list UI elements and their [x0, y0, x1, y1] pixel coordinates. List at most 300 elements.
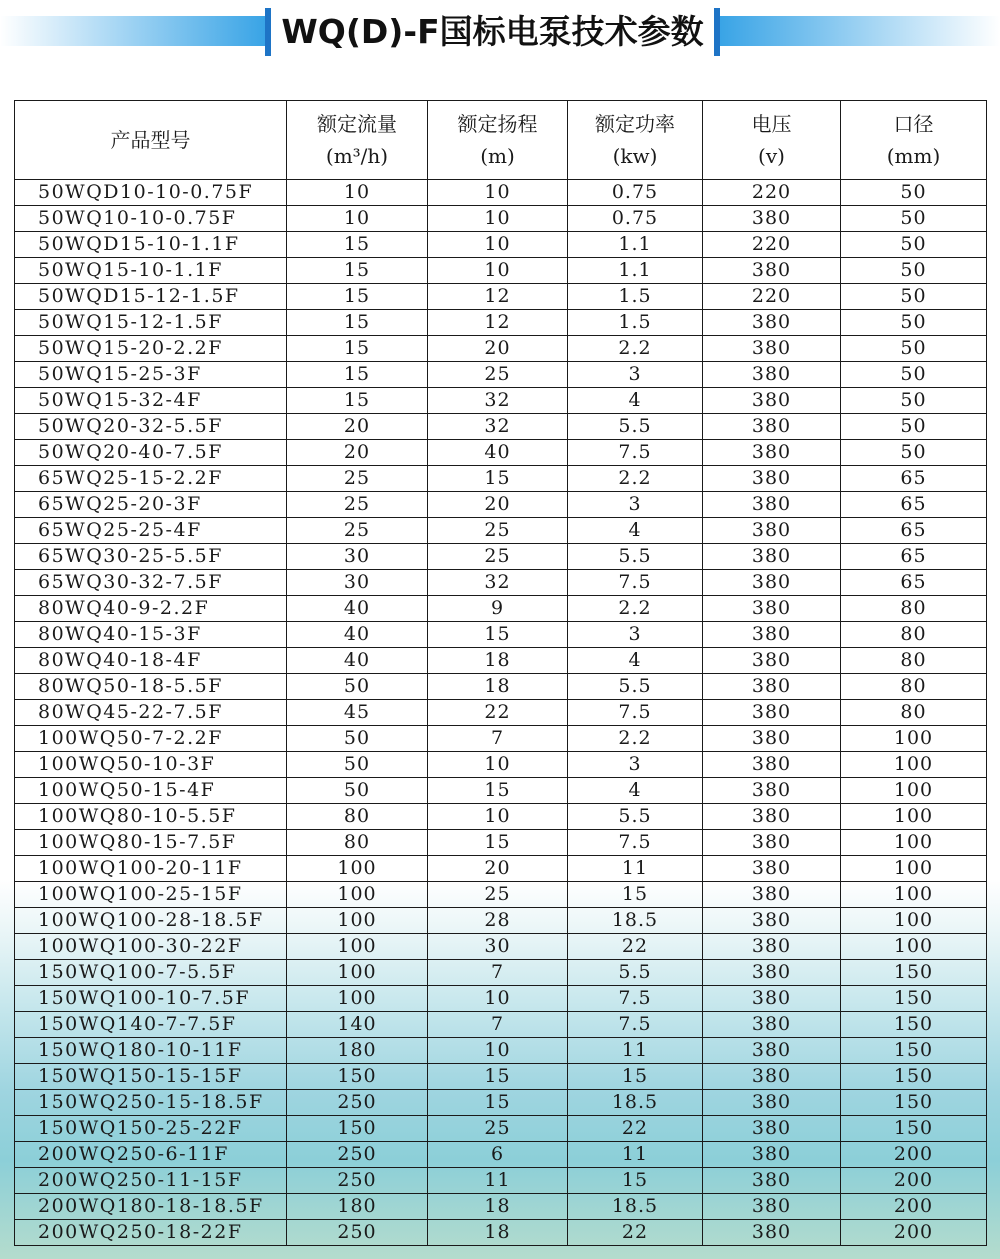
- cell-voltage: 380: [703, 648, 841, 674]
- cell-diameter: 200: [841, 1220, 987, 1246]
- cell-voltage: 380: [703, 1168, 841, 1194]
- cell-diameter: 80: [841, 674, 987, 700]
- cell-diameter: 150: [841, 1090, 987, 1116]
- cell-flow: 100: [287, 856, 428, 882]
- header-unit: (v): [758, 144, 785, 168]
- cell-voltage: 380: [703, 1116, 841, 1142]
- cell-diameter: 50: [841, 414, 987, 440]
- table-row: [15, 1038, 987, 1064]
- cell-head: 40: [428, 440, 568, 466]
- cell-voltage: 380: [703, 492, 841, 518]
- cell-model: 50WQ10-10-0.75F: [15, 206, 287, 232]
- cell-power: 3: [568, 362, 703, 388]
- cell-power: 2.2: [568, 726, 703, 752]
- cell-power: 4: [568, 778, 703, 804]
- table-row: [15, 1168, 987, 1194]
- cell-power: 5.5: [568, 674, 703, 700]
- cell-power: 2.2: [568, 336, 703, 362]
- cell-power: 5.5: [568, 414, 703, 440]
- cell-voltage: 380: [703, 1194, 841, 1220]
- cell-diameter: 100: [841, 882, 987, 908]
- cell-flow: 20: [287, 414, 428, 440]
- cell-model: 100WQ80-10-5.5F: [15, 804, 287, 830]
- cell-model: 200WQ250-6-11F: [15, 1142, 287, 1168]
- cell-power: 4: [568, 648, 703, 674]
- cell-power: 7.5: [568, 700, 703, 726]
- cell-diameter: 150: [841, 1116, 987, 1142]
- cell-flow: 10: [287, 206, 428, 232]
- cell-diameter: 150: [841, 1012, 987, 1038]
- cell-flow: 140: [287, 1012, 428, 1038]
- cell-power: 5.5: [568, 960, 703, 986]
- cell-head: 15: [428, 1090, 568, 1116]
- cell-flow: 25: [287, 492, 428, 518]
- cell-flow: 180: [287, 1194, 428, 1220]
- cell-power: 2.2: [568, 466, 703, 492]
- cell-power: 7.5: [568, 1012, 703, 1038]
- table-header-row: [15, 101, 987, 180]
- cell-diameter: 65: [841, 466, 987, 492]
- cell-diameter: 50: [841, 232, 987, 258]
- table-row: [15, 310, 987, 336]
- cell-power: 22: [568, 1116, 703, 1142]
- cell-model: 150WQ180-10-11F: [15, 1038, 287, 1064]
- cell-voltage: 380: [703, 934, 841, 960]
- cell-voltage: 380: [703, 778, 841, 804]
- table-row: [15, 1012, 987, 1038]
- cell-model: 50WQ15-32-4F: [15, 388, 287, 414]
- table-row: [15, 440, 987, 466]
- cell-flow: 30: [287, 544, 428, 570]
- table-body: [15, 180, 987, 1246]
- cell-flow: 100: [287, 882, 428, 908]
- cell-diameter: 65: [841, 570, 987, 596]
- header-unit: (m³/h): [325, 144, 389, 168]
- cell-diameter: 50: [841, 440, 987, 466]
- table-row: [15, 544, 987, 570]
- cell-model: 150WQ250-15-18.5F: [15, 1090, 287, 1116]
- cell-diameter: 50: [841, 336, 987, 362]
- cell-voltage: 380: [703, 310, 841, 336]
- cell-model: 100WQ100-28-18.5F: [15, 908, 287, 934]
- cell-diameter: 100: [841, 726, 987, 752]
- table-row: [15, 960, 987, 986]
- cell-head: 10: [428, 1038, 568, 1064]
- cell-power: 2.2: [568, 596, 703, 622]
- cell-power: 22: [568, 934, 703, 960]
- header-label: 额定功率: [595, 112, 675, 136]
- cell-flow: 20: [287, 440, 428, 466]
- cell-model: 80WQ40-15-3F: [15, 622, 287, 648]
- cell-model: 150WQ150-25-22F: [15, 1116, 287, 1142]
- cell-diameter: 80: [841, 700, 987, 726]
- cell-head: 25: [428, 362, 568, 388]
- cell-model: 65WQ30-32-7.5F: [15, 570, 287, 596]
- cell-flow: 250: [287, 1090, 428, 1116]
- cell-power: 11: [568, 1142, 703, 1168]
- cell-model: 150WQ100-10-7.5F: [15, 986, 287, 1012]
- cell-head: 30: [428, 934, 568, 960]
- table-row: [15, 1090, 987, 1116]
- cell-head: 15: [428, 622, 568, 648]
- cell-voltage: 220: [703, 284, 841, 310]
- cell-model: 50WQ20-40-7.5F: [15, 440, 287, 466]
- cell-voltage: 380: [703, 544, 841, 570]
- cell-diameter: 150: [841, 986, 987, 1012]
- cell-voltage: 380: [703, 1064, 841, 1090]
- cell-flow: 250: [287, 1142, 428, 1168]
- cell-model: 100WQ50-10-3F: [15, 752, 287, 778]
- table-row: [15, 466, 987, 492]
- cell-flow: 50: [287, 778, 428, 804]
- cell-power: 1.5: [568, 284, 703, 310]
- cell-flow: 150: [287, 1116, 428, 1142]
- cell-voltage: 380: [703, 1142, 841, 1168]
- cell-head: 10: [428, 986, 568, 1012]
- cell-flow: 15: [287, 336, 428, 362]
- header-label: 电压: [751, 112, 792, 136]
- cell-voltage: 380: [703, 882, 841, 908]
- cell-voltage: 380: [703, 804, 841, 830]
- cell-head: 15: [428, 466, 568, 492]
- cell-flow: 25: [287, 518, 428, 544]
- cell-model: 80WQ40-9-2.2F: [15, 596, 287, 622]
- cell-model: 50WQD15-10-1.1F: [15, 232, 287, 258]
- cell-model: 200WQ250-11-15F: [15, 1168, 287, 1194]
- cell-voltage: 380: [703, 726, 841, 752]
- cell-flow: 250: [287, 1168, 428, 1194]
- table-row: [15, 414, 987, 440]
- cell-diameter: 80: [841, 596, 987, 622]
- cell-flow: 40: [287, 622, 428, 648]
- cell-diameter: 100: [841, 856, 987, 882]
- title-stripe-right: [720, 16, 1000, 46]
- cell-head: 20: [428, 856, 568, 882]
- cell-flow: 50: [287, 726, 428, 752]
- cell-head: 9: [428, 596, 568, 622]
- cell-voltage: 380: [703, 986, 841, 1012]
- cell-power: 7.5: [568, 570, 703, 596]
- cell-head: 11: [428, 1168, 568, 1194]
- cell-power: 3: [568, 622, 703, 648]
- cell-head: 12: [428, 284, 568, 310]
- cell-diameter: 50: [841, 258, 987, 284]
- table-row: [15, 908, 987, 934]
- table-row: [15, 492, 987, 518]
- cell-diameter: 65: [841, 544, 987, 570]
- cell-flow: 100: [287, 934, 428, 960]
- cell-diameter: 100: [841, 778, 987, 804]
- cell-head: 25: [428, 518, 568, 544]
- table-row: [15, 622, 987, 648]
- cell-model: 100WQ100-25-15F: [15, 882, 287, 908]
- cell-power: 18.5: [568, 908, 703, 934]
- cell-voltage: 380: [703, 1012, 841, 1038]
- cell-power: 11: [568, 856, 703, 882]
- cell-diameter: 65: [841, 518, 987, 544]
- cell-head: 25: [428, 544, 568, 570]
- cell-flow: 150: [287, 1064, 428, 1090]
- cell-head: 15: [428, 830, 568, 856]
- cell-voltage: 380: [703, 206, 841, 232]
- header-head: [428, 101, 568, 180]
- cell-flow: 15: [287, 388, 428, 414]
- cell-power: 7.5: [568, 830, 703, 856]
- cell-flow: 15: [287, 284, 428, 310]
- cell-flow: 10: [287, 180, 428, 206]
- cell-voltage: 380: [703, 1220, 841, 1246]
- cell-head: 18: [428, 674, 568, 700]
- cell-head: 7: [428, 1012, 568, 1038]
- cell-head: 32: [428, 388, 568, 414]
- table-row: [15, 518, 987, 544]
- table-row: [15, 570, 987, 596]
- header-label: 产品型号: [110, 128, 191, 152]
- cell-flow: 15: [287, 232, 428, 258]
- cell-diameter: 65: [841, 492, 987, 518]
- cell-head: 10: [428, 206, 568, 232]
- cell-head: 12: [428, 310, 568, 336]
- cell-power: 15: [568, 882, 703, 908]
- cell-model: 50WQ20-32-5.5F: [15, 414, 287, 440]
- cell-model: 100WQ50-15-4F: [15, 778, 287, 804]
- cell-model: 50WQ15-10-1.1F: [15, 258, 287, 284]
- cell-power: 18.5: [568, 1194, 703, 1220]
- cell-voltage: 380: [703, 440, 841, 466]
- cell-flow: 45: [287, 700, 428, 726]
- cell-voltage: 380: [703, 570, 841, 596]
- cell-diameter: 50: [841, 284, 987, 310]
- cell-diameter: 200: [841, 1194, 987, 1220]
- cell-head: 20: [428, 492, 568, 518]
- cell-flow: 30: [287, 570, 428, 596]
- cell-model: 50WQD10-10-0.75F: [15, 180, 287, 206]
- cell-voltage: 380: [703, 830, 841, 856]
- cell-voltage: 380: [703, 622, 841, 648]
- cell-model: 50WQ15-20-2.2F: [15, 336, 287, 362]
- header-unit: (mm): [886, 144, 941, 168]
- cell-diameter: 200: [841, 1142, 987, 1168]
- cell-model: 80WQ45-22-7.5F: [15, 700, 287, 726]
- cell-diameter: 200: [841, 1168, 987, 1194]
- cell-voltage: 220: [703, 180, 841, 206]
- cell-head: 10: [428, 232, 568, 258]
- table-row: [15, 856, 987, 882]
- cell-voltage: 380: [703, 466, 841, 492]
- cell-voltage: 380: [703, 518, 841, 544]
- table-row: [15, 830, 987, 856]
- cell-model: 80WQ50-18-5.5F: [15, 674, 287, 700]
- cell-head: 32: [428, 570, 568, 596]
- cell-diameter: 150: [841, 1064, 987, 1090]
- table-row: [15, 648, 987, 674]
- cell-voltage: 380: [703, 1038, 841, 1064]
- cell-flow: 100: [287, 986, 428, 1012]
- cell-voltage: 380: [703, 414, 841, 440]
- cell-diameter: 80: [841, 648, 987, 674]
- cell-head: 6: [428, 1142, 568, 1168]
- table-row: [15, 778, 987, 804]
- cell-model: 65WQ30-25-5.5F: [15, 544, 287, 570]
- cell-voltage: 380: [703, 700, 841, 726]
- cell-power: 7.5: [568, 986, 703, 1012]
- cell-power: 1.1: [568, 232, 703, 258]
- cell-power: 5.5: [568, 544, 703, 570]
- cell-power: 11: [568, 1038, 703, 1064]
- header-label: 额定流量: [317, 112, 397, 136]
- cell-voltage: 380: [703, 752, 841, 778]
- page-title: WQ(D)-F国标电泵技术参数: [281, 12, 704, 51]
- cell-head: 15: [428, 778, 568, 804]
- header-unit: (kw): [612, 144, 658, 168]
- cell-flow: 25: [287, 466, 428, 492]
- cell-model: 100WQ80-15-7.5F: [15, 830, 287, 856]
- cell-flow: 15: [287, 362, 428, 388]
- cell-diameter: 150: [841, 1038, 987, 1064]
- cell-head: 15: [428, 1064, 568, 1090]
- cell-diameter: 50: [841, 206, 987, 232]
- cell-diameter: 50: [841, 388, 987, 414]
- table-row: [15, 206, 987, 232]
- cell-voltage: 380: [703, 908, 841, 934]
- cell-power: 15: [568, 1064, 703, 1090]
- cell-head: 10: [428, 180, 568, 206]
- title-box: [265, 8, 720, 56]
- header-power: [568, 101, 703, 180]
- table-row: [15, 258, 987, 284]
- cell-model: 65WQ25-20-3F: [15, 492, 287, 518]
- cell-head: 28: [428, 908, 568, 934]
- cell-power: 0.75: [568, 180, 703, 206]
- header-label: 口径: [893, 112, 934, 136]
- cell-model: 200WQ250-18-22F: [15, 1220, 287, 1246]
- cell-voltage: 380: [703, 388, 841, 414]
- table-row: [15, 934, 987, 960]
- cell-flow: 80: [287, 804, 428, 830]
- cell-flow: 50: [287, 752, 428, 778]
- header-unit: (m): [480, 144, 515, 168]
- cell-model: 65WQ25-25-4F: [15, 518, 287, 544]
- cell-voltage: 380: [703, 1090, 841, 1116]
- header-diameter: [841, 101, 987, 180]
- cell-flow: 100: [287, 960, 428, 986]
- cell-model: 100WQ100-30-22F: [15, 934, 287, 960]
- cell-head: 7: [428, 960, 568, 986]
- cell-power: 4: [568, 518, 703, 544]
- table-row: [15, 362, 987, 388]
- cell-voltage: 380: [703, 258, 841, 284]
- table-row: [15, 882, 987, 908]
- cell-model: 200WQ180-18-18.5F: [15, 1194, 287, 1220]
- cell-head: 18: [428, 1194, 568, 1220]
- cell-head: 20: [428, 336, 568, 362]
- cell-head: 25: [428, 882, 568, 908]
- cell-flow: 100: [287, 908, 428, 934]
- cell-head: 22: [428, 700, 568, 726]
- cell-flow: 250: [287, 1220, 428, 1246]
- cell-diameter: 100: [841, 804, 987, 830]
- title-banner: [0, 8, 1000, 56]
- header-label: 额定扬程: [457, 112, 538, 136]
- cell-diameter: 100: [841, 830, 987, 856]
- cell-power: 1.5: [568, 310, 703, 336]
- cell-flow: 40: [287, 648, 428, 674]
- table-row: [15, 180, 987, 206]
- table-row: [15, 1064, 987, 1090]
- cell-diameter: 100: [841, 752, 987, 778]
- cell-model: 100WQ50-7-2.2F: [15, 726, 287, 752]
- table-row: [15, 804, 987, 830]
- cell-voltage: 220: [703, 232, 841, 258]
- cell-diameter: 150: [841, 960, 987, 986]
- cell-diameter: 100: [841, 934, 987, 960]
- cell-power: 1.1: [568, 258, 703, 284]
- cell-flow: 80: [287, 830, 428, 856]
- table-row: [15, 674, 987, 700]
- cell-head: 7: [428, 726, 568, 752]
- cell-power: 3: [568, 492, 703, 518]
- header-flow: [287, 101, 428, 180]
- table-row: [15, 1142, 987, 1168]
- cell-power: 15: [568, 1168, 703, 1194]
- table-row: [15, 1194, 987, 1220]
- table-row: [15, 388, 987, 414]
- table-row: [15, 986, 987, 1012]
- cell-flow: 180: [287, 1038, 428, 1064]
- cell-model: 50WQ15-12-1.5F: [15, 310, 287, 336]
- cell-head: 18: [428, 648, 568, 674]
- cell-model: 50WQD15-12-1.5F: [15, 284, 287, 310]
- cell-voltage: 380: [703, 674, 841, 700]
- table-row: [15, 336, 987, 362]
- cell-head: 18: [428, 1220, 568, 1246]
- cell-flow: 50: [287, 674, 428, 700]
- cell-model: 150WQ140-7-7.5F: [15, 1012, 287, 1038]
- cell-power: 3: [568, 752, 703, 778]
- cell-power: 0.75: [568, 206, 703, 232]
- cell-head: 32: [428, 414, 568, 440]
- cell-diameter: 80: [841, 622, 987, 648]
- cell-voltage: 380: [703, 856, 841, 882]
- cell-voltage: 380: [703, 336, 841, 362]
- cell-head: 10: [428, 752, 568, 778]
- cell-power: 7.5: [568, 440, 703, 466]
- header-model: [15, 101, 287, 180]
- table-row: [15, 726, 987, 752]
- table-row: [15, 596, 987, 622]
- cell-diameter: 100: [841, 908, 987, 934]
- cell-head: 10: [428, 804, 568, 830]
- cell-model: 150WQ100-7-5.5F: [15, 960, 287, 986]
- cell-power: 4: [568, 388, 703, 414]
- table-row: [15, 284, 987, 310]
- cell-model: 80WQ40-18-4F: [15, 648, 287, 674]
- cell-head: 25: [428, 1116, 568, 1142]
- cell-diameter: 50: [841, 362, 987, 388]
- header-voltage: [703, 101, 841, 180]
- table-row: [15, 1220, 987, 1246]
- cell-voltage: 380: [703, 362, 841, 388]
- table-row: [15, 700, 987, 726]
- cell-model: 50WQ15-25-3F: [15, 362, 287, 388]
- cell-voltage: 380: [703, 960, 841, 986]
- cell-model: 65WQ25-15-2.2F: [15, 466, 287, 492]
- table-row: [15, 752, 987, 778]
- cell-model: 150WQ150-15-15F: [15, 1064, 287, 1090]
- table-row: [15, 232, 987, 258]
- title-stripe-left: [0, 16, 265, 46]
- table-row: [15, 1116, 987, 1142]
